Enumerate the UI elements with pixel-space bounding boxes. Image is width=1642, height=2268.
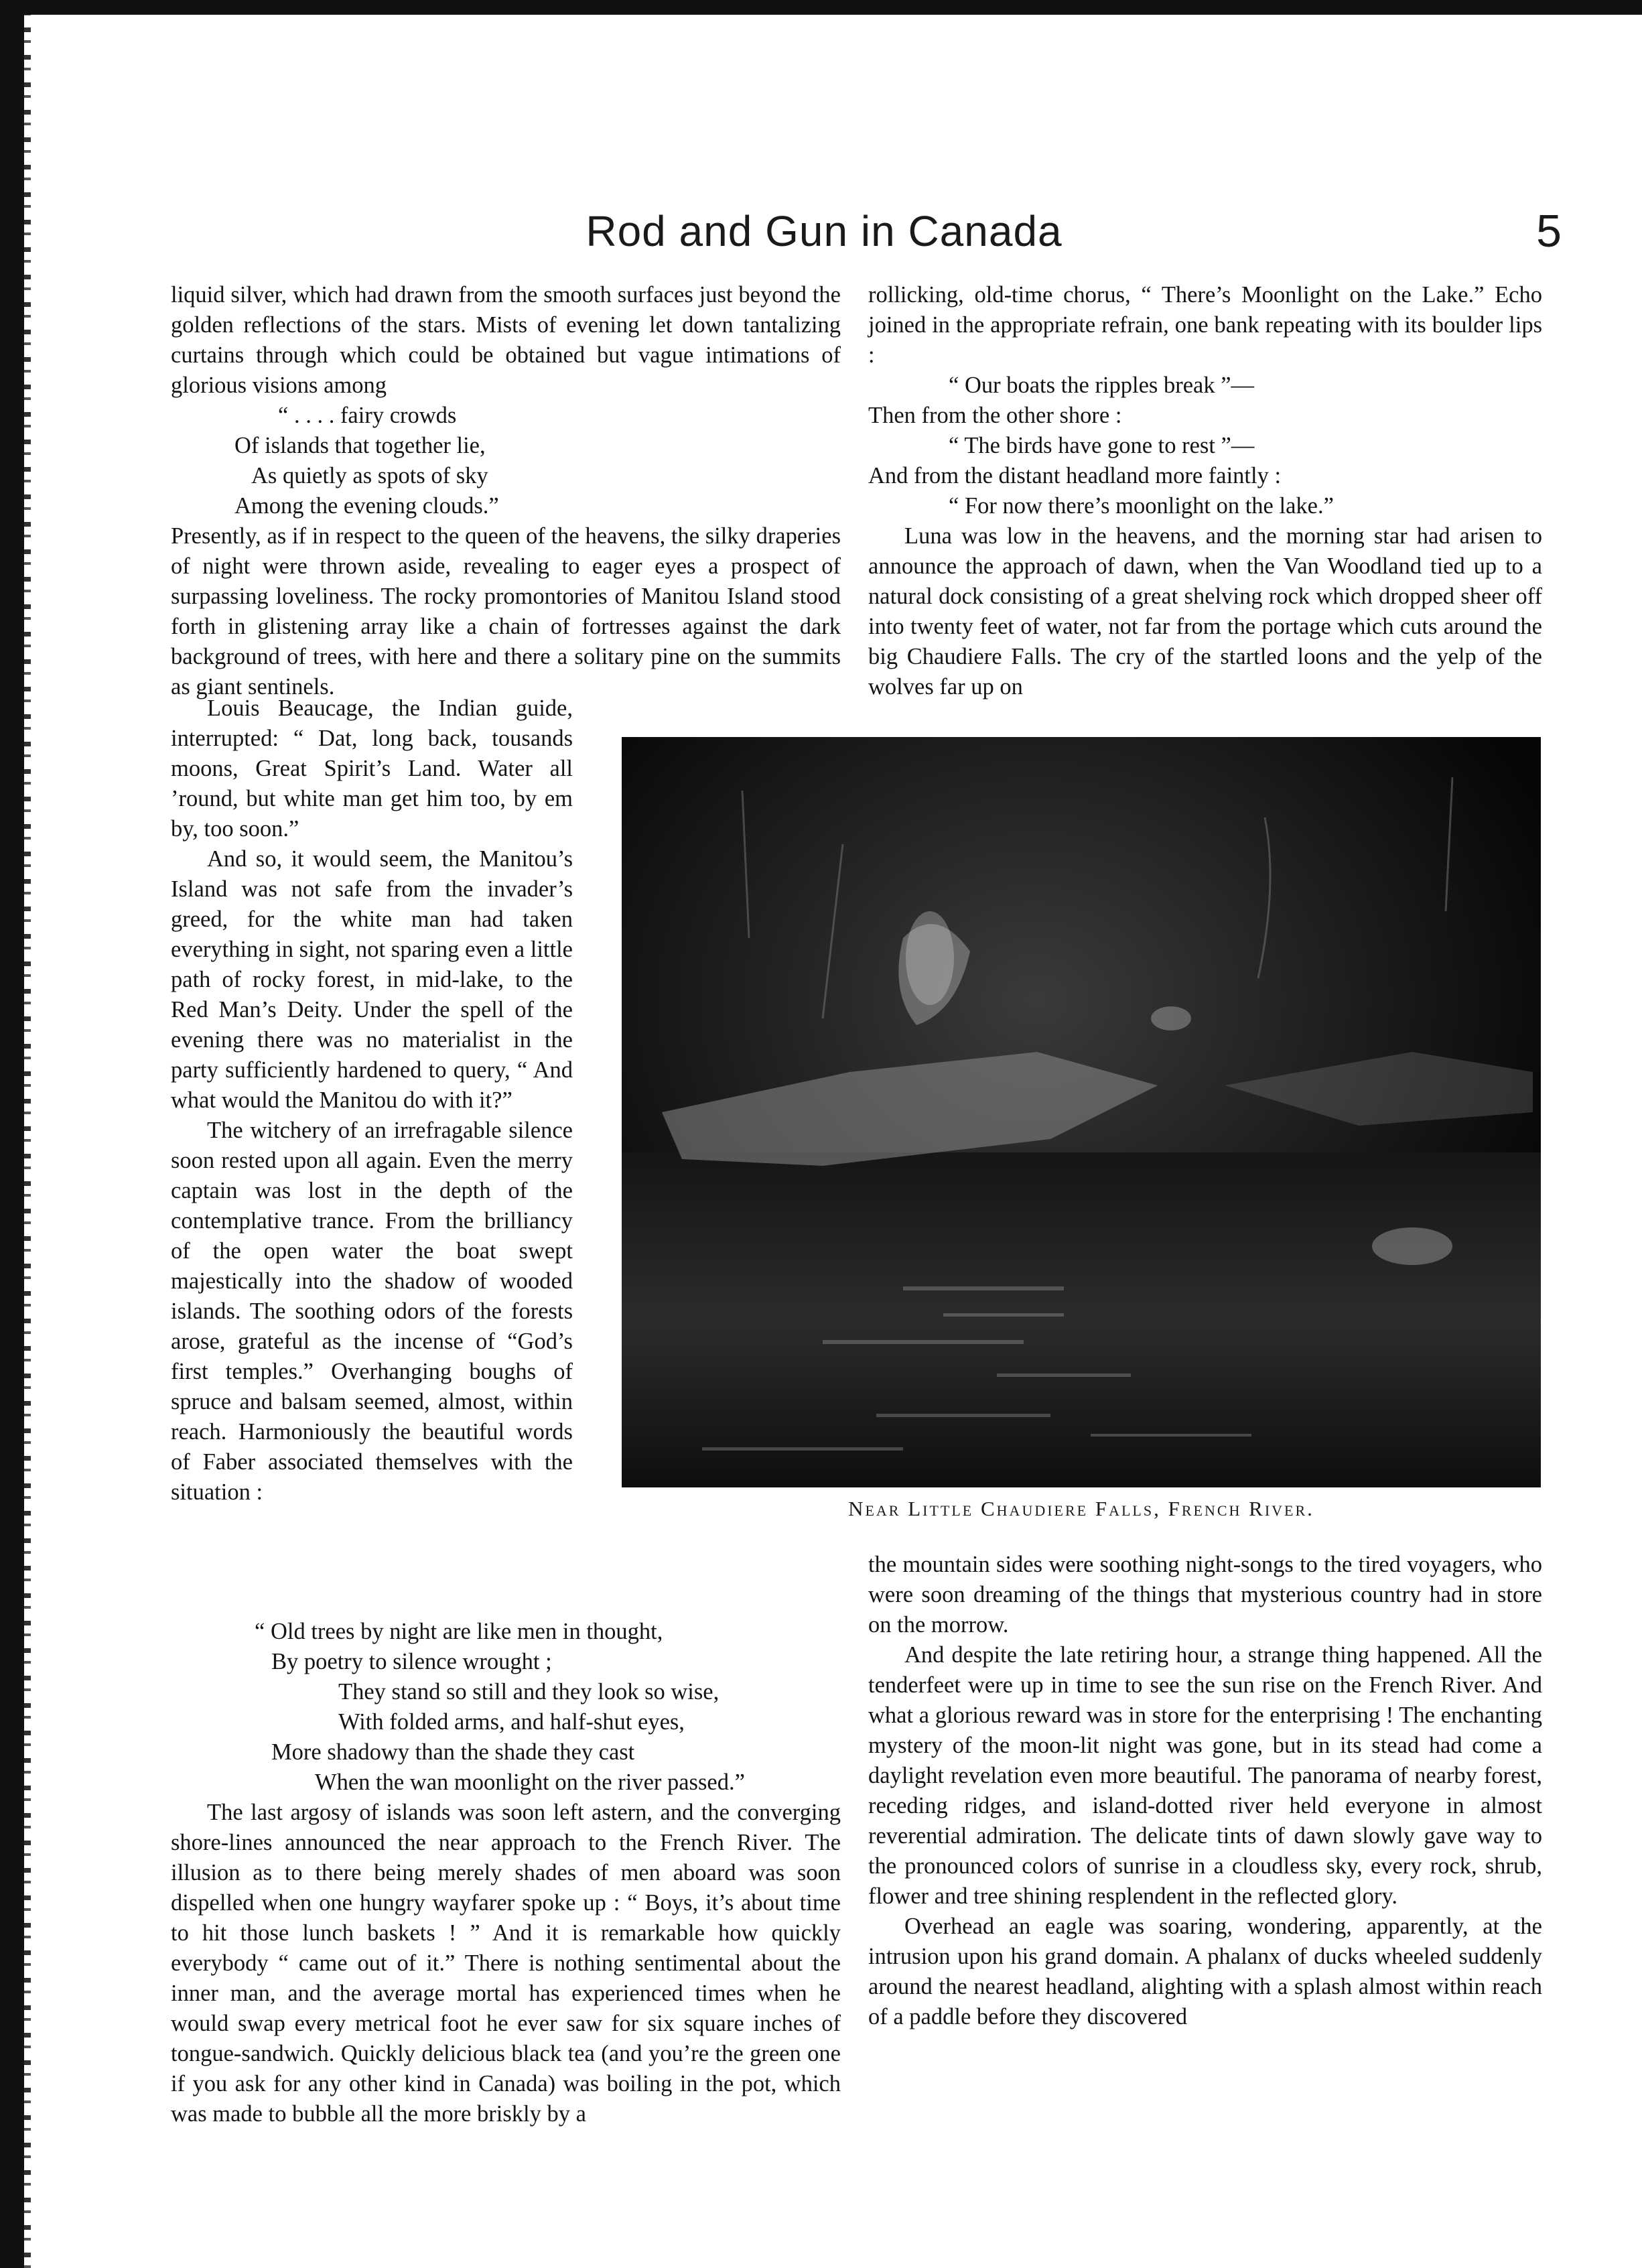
refrain-line: Then from the other shore : <box>868 403 1122 428</box>
paragraph: the mountain sides were soothing night-songs to the tired voyagers, who were soon dreaming of the things that mysterious country had in store on the morrow. <box>868 1552 1542 1638</box>
verse-line: “ . . . . fairy crowds <box>278 403 457 428</box>
verse-line: When the wan moonlight on the river passed.” <box>315 1770 745 1795</box>
paragraph: Overhead an eagle was soaring, wondering, apparently, at the intrusion upon his grand domain. A phalanx of ducks wheeled suddenly around the nearest headland, alighting with a splash almost within reach of a paddle before they discovered <box>868 1914 1542 2029</box>
paragraph: The last argosy of islands was soon left astern, and the converging shore-lines announced the near approach to the French River. The illusion as to there being merely shades of men aboard was soon dispelled when one hungry wayfarer spoke up : “ Boys, it’s about time to hit those lunch baskets ! ” And it is remarkable how quickly everybody “ came out of it.” There is nothing sentimental about the inner man, and the average mortal has experienced times when he would swap every metrical foot he ever saw for six square inches of tongue-sandwich. Quickly delicious black tea (and you’re the green one if you ask for any other kind in Canada) was boiling in the pot, which was made to bubble all the more briskly by a <box>171 1800 841 2127</box>
refrain-line: And from the distant headland more faintly : <box>868 463 1282 488</box>
paragraph: Presently, as if in respect to the queen of the heavens, the silky draperies of night were thrown aside, revealing to eager eyes a prospect of surpassing loveliness. The rocky promontories of Manitou Island stood forth in glistening array like a chain of fortresses against the dark background of trees, with here and there a solitary pine on the summits as giant sentinels. <box>171 523 841 699</box>
left-column-bottom <box>171 1617 841 2129</box>
left-column-narrow <box>171 693 573 1508</box>
verse-line: As quietly as spots of sky <box>251 463 488 488</box>
paragraph: liquid silver, which had drawn from the smooth surfaces just beyond the golden reflections of the stars. Mists of evening let down tantalizing curtains through which could be obtained but vague intimations of glorious visions among <box>171 282 841 398</box>
paragraph: The witchery of an irrefragable silence soon rested upon all again. Even the merry captain was lost in the depth of the contemplative trance. From the brilliancy of the open water the boat swept majestically into the shadow of wooded islands. The soothing odors of the forests arose, grateful as the incense of “God’s first temples.” Overhanging boughs of spruce and balsam seemed, almost, within reach. Harmoniously the beautiful words of Faber associated themselves with the situation : <box>171 1118 573 1505</box>
verse-line: More shadowy than the shade they cast <box>271 1739 635 1765</box>
page-number: 5 <box>1536 206 1562 257</box>
photo-caption: Near Little Chaudiere Falls, French River. <box>848 1497 1314 1520</box>
echo-refrain <box>868 371 1542 521</box>
verse-line: Among the evening clouds.” <box>234 493 499 519</box>
verse-line: With folded arms, and half-shut eyes, <box>338 1709 685 1735</box>
scan-binding-edge <box>0 0 24 2268</box>
verse-fairy-crowds <box>171 401 841 521</box>
verse-line: Of islands that together lie, <box>234 433 486 458</box>
paragraph: And despite the late retiring hour, a strange thing happened. All the tenderfeet were up in time to see the sun rise on the French River. And what a glorious reward was in store for the enterprising ! The enchanting mystery of the moon-lit night was gone, but in its stead had come a daylight revelation even more beautiful. The panorama of nearby forest, receding ridges, and island-dotted river held everyone in almost reverential admiration. The delicate tints of dawn slowly gave way to the pronounced colors of sunrise in a cloudless sky, every rock, shrub, flower and tree shining resplendent in the reflected glory. <box>868 1642 1542 1909</box>
right-column-top <box>868 280 1542 702</box>
photo-illustration <box>622 737 1541 1487</box>
right-column-bottom <box>868 1550 1542 2032</box>
verse-line: “ Old trees by night are like men in thought, <box>255 1619 663 1644</box>
verse-line: They stand so still and they look so wise, <box>338 1679 720 1705</box>
refrain-line: “ Our boats the ripples break ”— <box>949 373 1255 398</box>
refrain-line: “ The birds have gone to rest ”— <box>949 433 1255 458</box>
river-photograph <box>622 737 1541 1487</box>
left-column-top <box>171 280 841 702</box>
paragraph: And so, it would seem, the Manitou’s Island was not safe from the invader’s greed, for the white man had taken everything in sight, not sparing even a little path of rocky forest, in mid-lake, to the Red Man’s Deity. Under the spell of the evening there was no materialist in the party sufficiently hardened to query, “ And what would the Manitou do with it?” <box>171 846 573 1113</box>
scan-top-rule <box>0 0 1642 15</box>
paragraph: rollicking, old-time chorus, “ There’s Moonlight on the Lake.” Echo joined in the appropriate refrain, one bank repeating with its boulder lips : <box>868 282 1542 368</box>
paragraph: Luna was low in the heavens, and the morning star had arisen to announce the approach of dawn, when the Van Woodland tied up to a natural dock consisting of a great shelving rock which dropped sheer off into twenty feet of water, not far from the portage which cuts around the big Chaudiere Falls. The cry of the startled loons and the yelp of the wolves far up on <box>868 523 1542 699</box>
paragraph: Louis Beaucage, the Indian guide, interrupted: “ Dat, long back, tousands moons, Great Spirit’s Land. Water all ’round, but white man get him too, by em by, too soon.” <box>171 695 573 842</box>
refrain-line: “ For now there’s moonlight on the lake.” <box>949 493 1334 519</box>
verse-old-trees <box>171 1617 841 1798</box>
page-title: Rod and Gun in Canada <box>586 207 1063 255</box>
verse-line: By poetry to silence wrought ; <box>271 1649 552 1674</box>
